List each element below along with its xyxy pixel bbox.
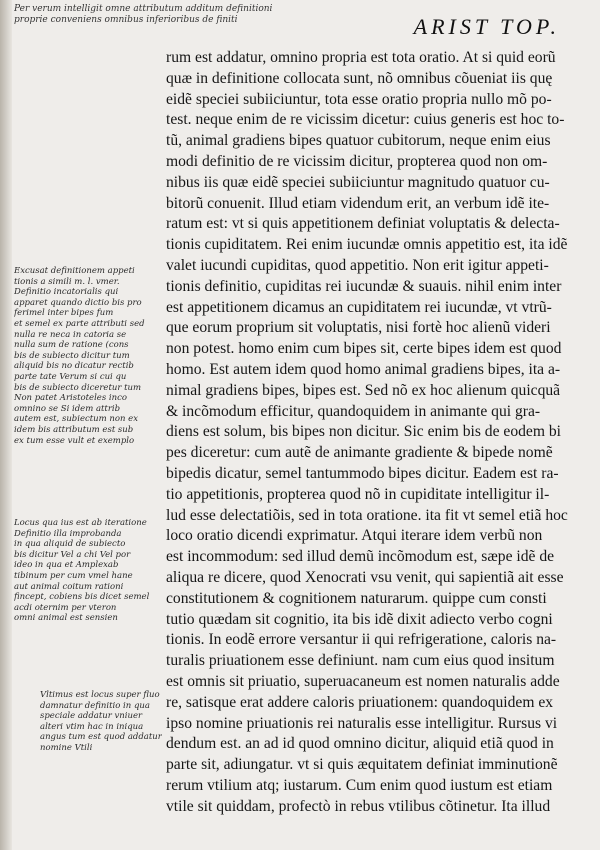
margin-note-line: acdi oternim per vteron xyxy=(14,602,117,613)
margin-note-2 xyxy=(14,518,164,624)
text-line: eidẽ speciei subiiciuntur, tota esse oratio propria nullo mõ po- xyxy=(166,90,552,108)
margin-note-line: ferimel inter bipes fum xyxy=(14,308,114,319)
text-line: valet iucundi cupiditas, quod appetitio. Non erit igitur appeti- xyxy=(166,256,549,274)
text-line: homo. Est autem idem quod homo animal gradiens bipes, ita a- xyxy=(166,360,561,378)
text-line: modi definitio de re vicissim dicitur, propterea quod non om- xyxy=(166,152,548,170)
margin-note-line: Definitio incatorialis qui xyxy=(14,287,119,298)
body-text xyxy=(166,48,586,817)
margin-note-line: ideo in qua et Amplexab xyxy=(14,560,119,571)
margin-note-line: et semel ex parte attributi sed xyxy=(14,318,145,329)
margin-note-line: bis de subiecto dicitur tum xyxy=(14,350,130,361)
text-line: nimal gradiens bipes, bipes est. Sed nõ ex hoc alienum quicquã xyxy=(166,381,561,399)
text-line: tũ, animal gradiens bipes quatuor cubitorum, neque enim eius xyxy=(166,132,551,150)
margin-note-line: aut animal coitum rationi xyxy=(14,581,124,592)
margin-note-line: aliquid bis no dicatur rectib xyxy=(14,361,134,372)
text-line: tio appetitionis, propterea quod nõ in cupiditate intelligitur il- xyxy=(166,485,550,503)
margin-note-line: bis dicitur Vel a chi Vel por xyxy=(14,549,131,560)
margin-note-line: tionis a simili m. l. vmer. xyxy=(14,276,120,287)
margin-note-line: parte tate Verum si cui qu xyxy=(14,371,127,382)
margin-note-line: Locus qua ius est ab iteratione xyxy=(14,518,147,528)
text-line: nibus iis quæ eidẽ speciei subiiciuntur magnitudo quatuor cu- xyxy=(166,173,550,191)
text-line: est incommodum: sed illud demũ incõmodum est, sæpe idẽ de xyxy=(166,548,555,566)
margin-note-line: nulla re neca in catoria se xyxy=(14,329,127,340)
top-note-line: proprie conveniens omnibus inferioribus de finiti xyxy=(14,15,238,25)
text-line: test. neque enim de re vicissim dicetur: cuius generis est hoc to- xyxy=(166,111,565,129)
margin-note-line: alteri vtim hac in iniqua xyxy=(40,721,144,732)
margin-note-line: damnatur definitio in qua xyxy=(40,700,150,711)
margin-note-line: omni animal est sensien xyxy=(14,613,118,624)
text-line: dendum est. an ad id quod omnino dicitur, aliquid etiã quod in xyxy=(166,735,554,753)
text-line: vtile sit quiddam, profectò in rebus vtilibus cõtinetur. Ita illud xyxy=(166,797,551,815)
text-line: re, satisque erat addere caloris priuationem: quandoquidem ex xyxy=(166,693,554,711)
page-binding-shadow xyxy=(0,0,12,850)
text-line: pes diceretur: cum autẽ de animante gradiente & bipede nomẽ xyxy=(166,444,553,462)
text-line: quæ in definitione collocata sunt, nõ omnibus cõueniat iis quę xyxy=(166,69,553,87)
text-line: tionis cupiditatem. Rei enim iucundæ omnis appetitio est, ita idẽ xyxy=(166,236,568,254)
margin-note-line: speciale addatur vniuer xyxy=(40,711,143,722)
margin-note-line: Definitio illa improbanda xyxy=(14,528,122,539)
text-line: rerum vtilium atq; iustarum. Cum enim quod iustum est etiam xyxy=(166,776,553,794)
text-line: constitutionem & cognitionem naturarum. quippe cum consti xyxy=(166,589,547,607)
text-line: est omnis sit priuatio, superuacaneum est nomen naturalis adde xyxy=(166,672,560,690)
margin-note-line: idem bis attributum est sub xyxy=(14,424,134,435)
margin-note-line: fincept, cobiens bis dicet semel xyxy=(14,592,150,603)
text-line: ipso nomine priuationis rei naturalis esse intelligitur. Rursus vi xyxy=(166,714,558,732)
text-line: tionis definitio, cupiditas rei iucundæ & suauis. nihil enim inter xyxy=(166,277,562,295)
margin-note-line: omnino se Si idem attrib xyxy=(14,403,121,414)
margin-note-line: tibinum per cum vmel hane xyxy=(14,570,133,581)
text-line: & incõmodum efficitur, quandoquidem in animante qui gra- xyxy=(166,402,541,420)
margin-note-line: bis de subiecto diceretur tum xyxy=(14,382,142,393)
text-line: tionis. In eodẽ errore versantur ii qui refrigeratione, caloris na- xyxy=(166,631,557,649)
margin-note-3 xyxy=(40,690,162,754)
margin-note-line: Excusat definitionem appeti xyxy=(14,266,135,276)
text-line: non potest. homo enim cum bipes sit, certe bipes idem est quod xyxy=(166,340,562,358)
text-line: diens est solum, bis bipes non dicitur. Sic enim bis de eodem bi xyxy=(166,423,562,441)
text-line: ratum est: vt si quis appetitionem definiat voluptatis & delecta- xyxy=(166,215,560,233)
margin-note-line: ex tum esse vult et exemplo xyxy=(14,435,135,446)
margin-note-line: nomine Vtili xyxy=(40,742,93,753)
running-head: ARIST TOP. xyxy=(413,14,560,39)
top-note-line: Per verum intelligit omne attributum additum definitioni xyxy=(14,4,273,14)
text-line: parte sit, adiungatur. vt si quis æquitatem definiat imminutionẽ xyxy=(166,756,558,774)
text-line: bitorũ conuenit. Illud etiam videndum erit, an verbum idẽ ite- xyxy=(166,194,550,212)
margin-note-line: Vltimus est locus super fluo xyxy=(40,690,160,700)
text-line: bipedis dicatur, semel tantummodo bipes dicitur. Eadem est ra- xyxy=(166,464,559,482)
margin-note-line: Non patet Aristoteles inco xyxy=(14,393,127,404)
handwritten-top-note xyxy=(14,4,344,26)
text-line: rum est addatur, omnino propria est tota oratio. At si quid eorũ xyxy=(166,49,556,66)
margin-note-line: angus tum est quod addatur xyxy=(40,732,162,743)
text-line: aliqua re dicere, quod Xenocrati vsu venit, qui sapientiã ait esse xyxy=(166,568,564,586)
margin-note-line: apparet quando dictio bis pro xyxy=(14,297,142,308)
text-line: est appetitionem dicamus an cupiditatem rei iucundæ, vt vtrũ- xyxy=(166,298,552,316)
margin-note-line: in qua aliquid de subiecto xyxy=(14,539,126,550)
text-line: loco oratio dicendi exprimatur. Atqui iterare idem verbũ non xyxy=(166,527,543,545)
margin-note-line: autem est, subiectum non ex xyxy=(14,414,138,425)
text-line: turalis priuationem esse definiunt. nam cum eius quod insitum xyxy=(166,652,555,670)
text-line: tutio quædam sit cognitio, ita bis idẽ dixit adiecto verbo cogni xyxy=(166,610,553,628)
text-line: lud esse delectatiõis, sed in tota oratione. ita fit vt semel etiã hoc xyxy=(166,506,568,524)
margin-note-1 xyxy=(14,266,164,446)
margin-note-line: nulla sum de ratione (cons xyxy=(14,340,129,351)
text-line: que eorum proprium sit voluptatis, nisi fortè hoc alienũ videri xyxy=(166,319,551,337)
